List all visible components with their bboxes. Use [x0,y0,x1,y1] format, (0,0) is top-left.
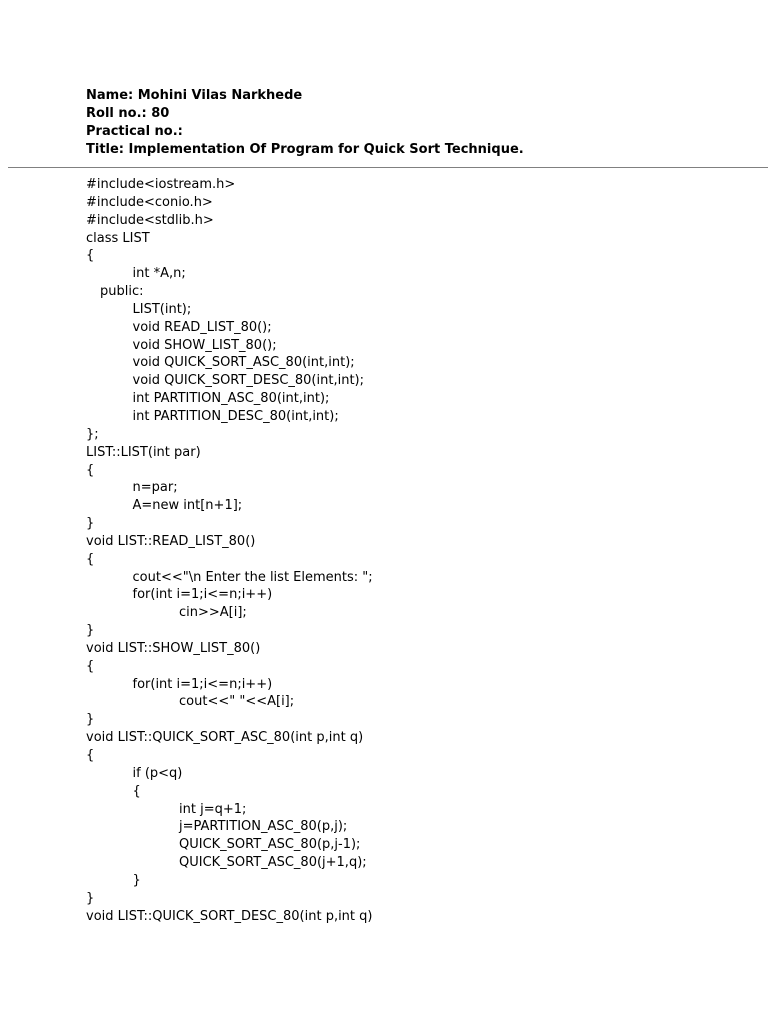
code-line: int j=q+1; [179,801,247,817]
code-block [86,176,373,925]
code-line: void LIST::READ_LIST_80() [86,533,256,549]
code-line: public: [100,284,144,300]
code-line: A=new int[n+1]; [132,498,243,514]
code-line: LIST::LIST(int par) [86,444,201,460]
code-line: void READ_LIST_80(); [132,319,272,335]
code-line: { [86,462,95,478]
code-line: { [86,748,95,763]
code-line: int PARTITION_DESC_80(int,int); [132,408,339,424]
code-line: { [132,783,141,799]
code-line: }; [86,426,99,442]
practical-title: Title: Implementation Of Program for Quick Sort Technique. [86,142,524,157]
code-line: cin>>A[i]; [179,605,247,621]
code-line: class LIST [86,230,150,246]
code-line: #include<conio.h> [86,194,213,210]
code-line: if (p<q) [132,765,183,781]
code-line: void SHOW_LIST_80(); [132,337,277,353]
code-line: void QUICK_SORT_ASC_80(int,int); [132,355,355,371]
code-line: #include<stdlib.h> [86,212,214,228]
code-line: } [86,890,95,906]
code-line: cout<<" "<<A[i]; [179,694,295,710]
practical-number: Practical no.: [86,124,183,139]
code-line: for(int i=1;i<=n;i++) [132,587,273,603]
code-line: QUICK_SORT_ASC_80(j+1,q); [179,855,367,871]
code-line: } [86,623,95,639]
code-line: } [132,872,141,888]
code-line: n=par; [132,480,178,496]
code-line: void LIST::QUICK_SORT_DESC_80(int p,int q) [86,908,373,924]
code-line: QUICK_SORT_ASC_80(p,j-1); [179,837,361,853]
student-name: Name: Mohini Vilas Narkhede [86,88,303,103]
code-line: j=PARTITION_ASC_80(p,j); [179,819,348,835]
code-line: int *A,n; [132,266,186,282]
code-line: } [86,516,95,532]
code-line: { [86,658,95,674]
code-line: void LIST::QUICK_SORT_ASC_80(int p,int q) [86,730,364,746]
header-divider [8,167,768,168]
code-line: } [86,712,95,728]
code-line: void LIST::SHOW_LIST_80() [86,640,261,656]
code-line: for(int i=1;i<=n;i++) [132,676,273,692]
code-line: cout<<"\n Enter the list Elements: "; [132,569,373,585]
code-line: void QUICK_SORT_DESC_80(int,int); [132,373,364,389]
code-line: int PARTITION_ASC_80(int,int); [132,391,330,407]
code-line: { [86,551,95,567]
document-header [86,87,524,159]
code-line: #include<iostream.h> [86,177,236,192]
code-line: LIST(int); [132,301,192,317]
roll-number: Roll no.: 80 [86,106,170,121]
code-line: { [86,248,95,264]
